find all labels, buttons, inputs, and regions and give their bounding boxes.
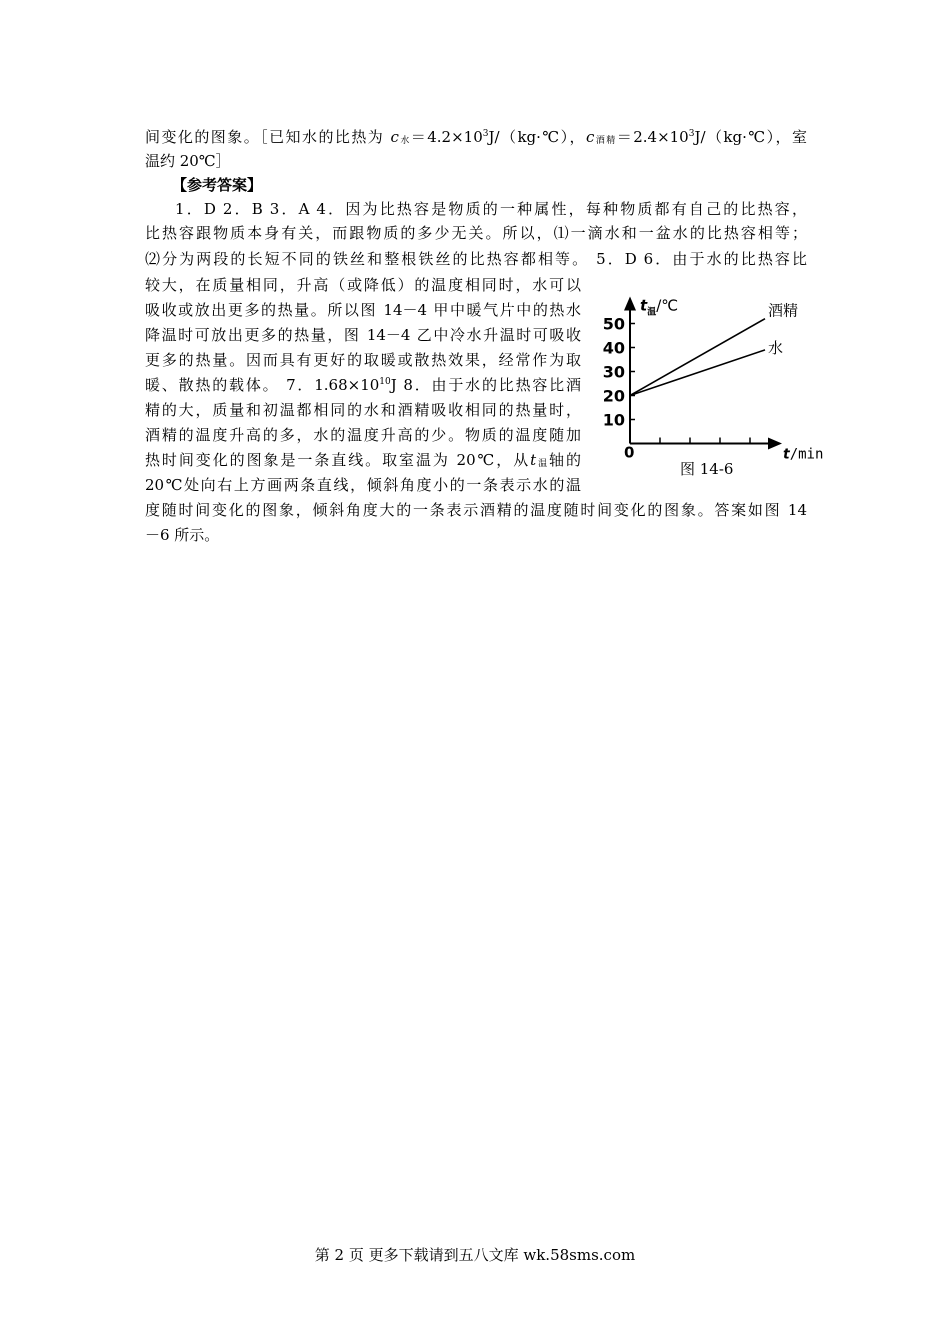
page-footer: 第 2 页 更多下载请到五八文库 wk.58sms.com: [314, 1246, 636, 1264]
y-axis-label: $t_温/℃$: [640, 296, 679, 318]
x-axis-label: t/min: [783, 446, 824, 463]
series-label: 酒精: [768, 301, 799, 320]
answer-heading: 【参考答案】: [172, 176, 263, 194]
origin-label: 0: [624, 443, 635, 462]
series-label: 水: [768, 338, 784, 357]
y-tick-label: 20: [602, 386, 625, 406]
answer-line-2: 比热容跟物质本身有关，而跟物质的多少无关。所以，⑴一滴水和一盆水的比热容相等；: [145, 224, 807, 242]
y-tick-label: 50: [602, 314, 625, 334]
answer-line-8: 暖、散热的载体。 7．$1.68\times 10^{10}J$ 8．由于水的比热容比酒: [145, 376, 581, 394]
answer-line-13: 度随时间变化的图象，倾斜角度大的一条表示酒精的温度随时间变化的图象。答案如图 14: [145, 501, 807, 519]
answer-line-9: 精的大，质量和初温都相同的水和酒精吸收相同的热量时，: [145, 401, 581, 419]
answer-line-11: 热时间变化的图象是一条直线。取室温为 20℃，从$t_温$轴的: [145, 451, 581, 469]
answer-line-14: －6 所示。: [145, 526, 220, 544]
answer-line-4: 较大，在质量相同，升高（或降低）的温度相同时，水可以: [145, 276, 581, 294]
temperature-time-chart: [598, 278, 828, 483]
answer-line-7: 更多的热量。因而具有更好的取暖或散热效果，经常作为取: [145, 351, 581, 369]
problem-line-2: 温约 20℃］: [145, 152, 231, 170]
y-tick-label: 30: [602, 362, 625, 382]
answer-line-12: 20℃处向右上方画两条直线，倾斜角度小的一条表示水的温: [145, 476, 581, 494]
answer-line-5: 吸收或放出更多的热量。所以图 14－4 甲中暖气片中的热水: [145, 301, 581, 319]
answer-line-3: ⑵分为两段的长短不同的铁丝和整根铁丝的比热容都相等。 5．D 6．由于水的比热容比: [145, 250, 807, 268]
figure-caption: 图 14-6: [680, 460, 734, 478]
y-tick-label: 40: [602, 338, 625, 358]
problem-line-1: 间变化的图象。［已知水的比热为 $c_水=4.2\times 10^3J/(kg\cdot℃)$，$c_{酒精}=2.4\times 10^3J/(kg\cdot℃)$，室: [145, 128, 807, 146]
answer-line-10: 酒精的温度升高的多，水的温度升高的少。物质的温度随加: [145, 426, 581, 444]
y-tick-label: 10: [602, 410, 625, 430]
answer-line-1: 1．D 2．B 3．A 4．因为比热容是物质的一种属性，每种物质都有自己的比热容，: [175, 200, 807, 218]
answer-line-6: 降温时可放出更多的热量，图 14－4 乙中冷水升温时可吸收: [145, 326, 581, 344]
